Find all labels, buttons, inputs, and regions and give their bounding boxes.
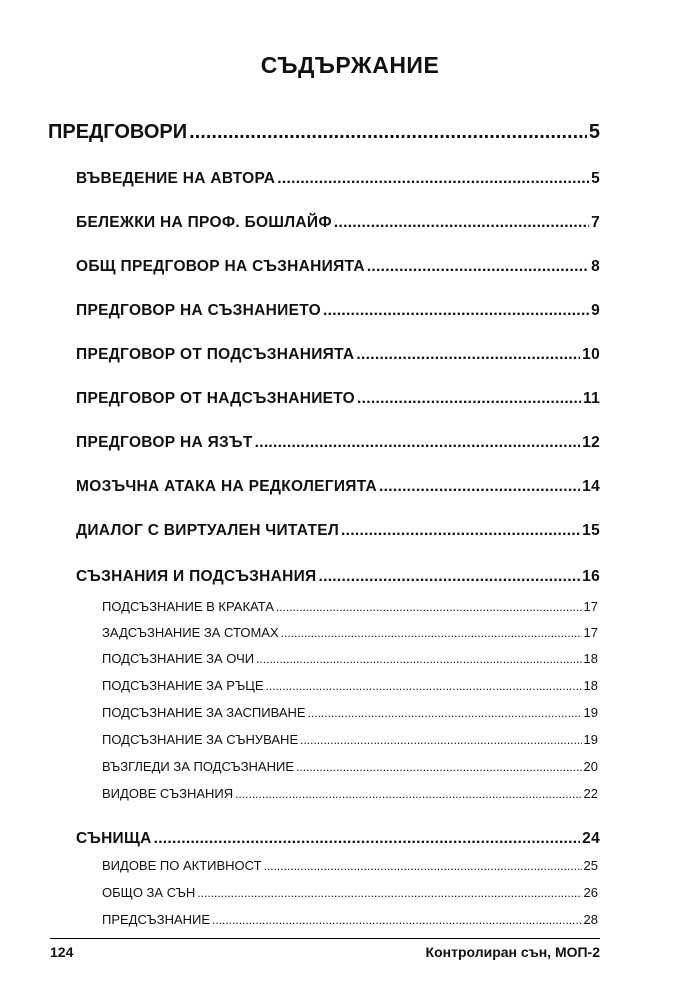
toc-entry[interactable] [76,386,600,408]
dot-leader [281,626,582,640]
toc-entry-label: ПРЕДГОВОР ОТ НАДСЪЗНАНИЕТО [76,390,356,407]
toc-subentry[interactable] [102,756,598,774]
toc-entry-page: 17 [583,625,598,640]
dot-leader [334,214,589,232]
toc-entry-page: 19 [583,705,598,720]
toc-entry-label: ПОДСЪЗНАНИЕ ЗА СЪНУВАНЕ [102,732,299,747]
toc-entry[interactable] [76,518,600,540]
toc-entry-label: ОБЩО ЗА СЪН [102,885,196,900]
toc-entry[interactable] [76,342,600,364]
dot-leader [379,478,580,496]
footer-divider [50,938,600,939]
dot-leader [296,760,582,774]
toc-entry-label: ДИАЛОГ С ВИРТУАЛЕН ЧИТАТЕЛ [76,522,340,539]
toc-entry[interactable] [76,298,600,320]
toc-entry-label: ПРЕДГОВОРИ [48,121,188,143]
toc-entry-label: ЗАДСЪЗНАНИЕ ЗА СТОМАХ [102,625,279,640]
toc-entry-label: ПОДСЪЗНАНИЕ ЗА РЪЦЕ [102,678,264,693]
toc-entry-label: ПРЕДСЪЗНАНИЕ [102,912,211,927]
toc-entry[interactable] [76,430,600,452]
toc-entry-label: ВИДОВЕ ПО АКТИВНОСТ [102,858,262,873]
dot-leader [255,434,581,452]
toc-entry-label: СЪНИЩА [76,830,152,847]
toc-entry-label: ПОДСЪЗНАНИЕ В КРАКАТА [102,599,274,614]
toc-entry[interactable] [76,166,600,188]
toc-entry-page: 5 [588,121,600,143]
toc-entry-page: 16 [582,568,600,585]
toc-entry-page: 20 [583,759,598,774]
dot-leader [266,679,582,693]
toc-subentry[interactable] [102,596,598,614]
toc-subentry[interactable] [102,729,598,747]
toc-entry-page: 22 [583,786,598,801]
toc-entry-page: 24 [582,830,600,847]
dot-leader [276,600,582,614]
dot-leader [356,346,580,364]
toc-entry[interactable] [48,118,600,144]
toc-subentry[interactable] [102,622,598,640]
dot-leader [341,522,580,540]
toc-subentry[interactable] [102,675,598,693]
toc-subentry[interactable] [102,783,598,801]
toc-subentry[interactable] [102,855,598,873]
page-title: СЪДЪРЖАНИЕ [260,52,440,78]
toc-entry-page: 28 [583,912,598,927]
dot-leader [212,913,581,927]
toc-entry-page: 18 [583,651,598,666]
footer-book-title: Контролиран сън, МОП-2 [425,944,600,960]
toc-entry-page: 5 [591,170,600,187]
toc-entry-label: БЕЛЕЖКИ НА ПРОФ. БОШЛАЙФ [76,214,332,231]
toc-entry-label: СЪЗНАНИЯ И ПОДСЪЗНАНИЯ [76,568,317,585]
dot-leader [189,121,587,144]
toc-entry-label: ВИДОВЕ СЪЗНАНИЯ [102,786,234,801]
dot-leader [367,258,589,276]
toc-entry[interactable] [76,474,600,496]
toc-entry[interactable] [76,254,600,276]
toc-entry-label: ПРЕДГОВОР НА СЪЗНАНИЕТО [76,302,321,319]
toc-entry-page: 10 [582,346,600,363]
toc-entry-page: 7 [591,214,600,231]
toc-entry-label: МОЗЪЧНА АТАКА НА РЕДКОЛЕГИЯТА [76,478,378,495]
dot-leader [323,302,589,320]
dot-leader [235,787,581,801]
toc-entry[interactable] [76,826,600,848]
toc-entry-page: 14 [582,478,600,495]
toc-entry-page: 26 [583,885,598,900]
toc-entry[interactable] [76,564,600,586]
toc-entry-label: ВЪВЕДЕНИЕ НА АВТОРА [76,170,276,187]
dot-leader [308,706,582,720]
dot-leader [197,886,581,900]
dot-leader [357,390,581,408]
toc-subentry[interactable] [102,882,598,900]
toc-entry-page: 19 [583,732,598,747]
toc-entry-page: 9 [591,302,600,319]
toc-entry-page: 12 [582,434,600,451]
dot-leader [318,568,580,586]
toc-entry-label: ВЪЗГЛЕДИ ЗА ПОДСЪЗНАНИЕ [102,759,295,774]
toc-subentry[interactable] [102,909,598,927]
toc-entry-page: 11 [583,390,600,407]
toc-entry-label: ПРЕДГОВОР НА ЯЗЪТ [76,434,253,451]
dot-leader [154,830,581,848]
dot-leader [277,170,589,188]
dot-leader [300,733,581,747]
toc-entry-page: 8 [591,258,600,275]
toc-entry-label: ПОДСЪЗНАНИЕ ЗА ЗАСПИВАНЕ [102,705,306,720]
toc-entry-label: ПОДСЪЗНАНИЕ ЗА ОЧИ [102,651,255,666]
dot-leader [264,859,582,873]
toc-entry-label: ОБЩ ПРЕДГОВОР НА СЪЗНАНИЯТА [76,258,365,275]
toc-subentry[interactable] [102,648,598,666]
toc-entry-page: 17 [583,599,598,614]
toc-entry-label: ПРЕДГОВОР ОТ ПОДСЪЗНАНИЯТА [76,346,355,363]
toc-subentry[interactable] [102,702,598,720]
toc-entry-page: 18 [583,678,598,693]
footer-page-number: 124 [50,944,74,960]
toc-entry-page: 25 [583,858,598,873]
toc-entry[interactable] [76,210,600,232]
toc-entry-page: 15 [582,522,600,539]
dot-leader [256,652,581,666]
